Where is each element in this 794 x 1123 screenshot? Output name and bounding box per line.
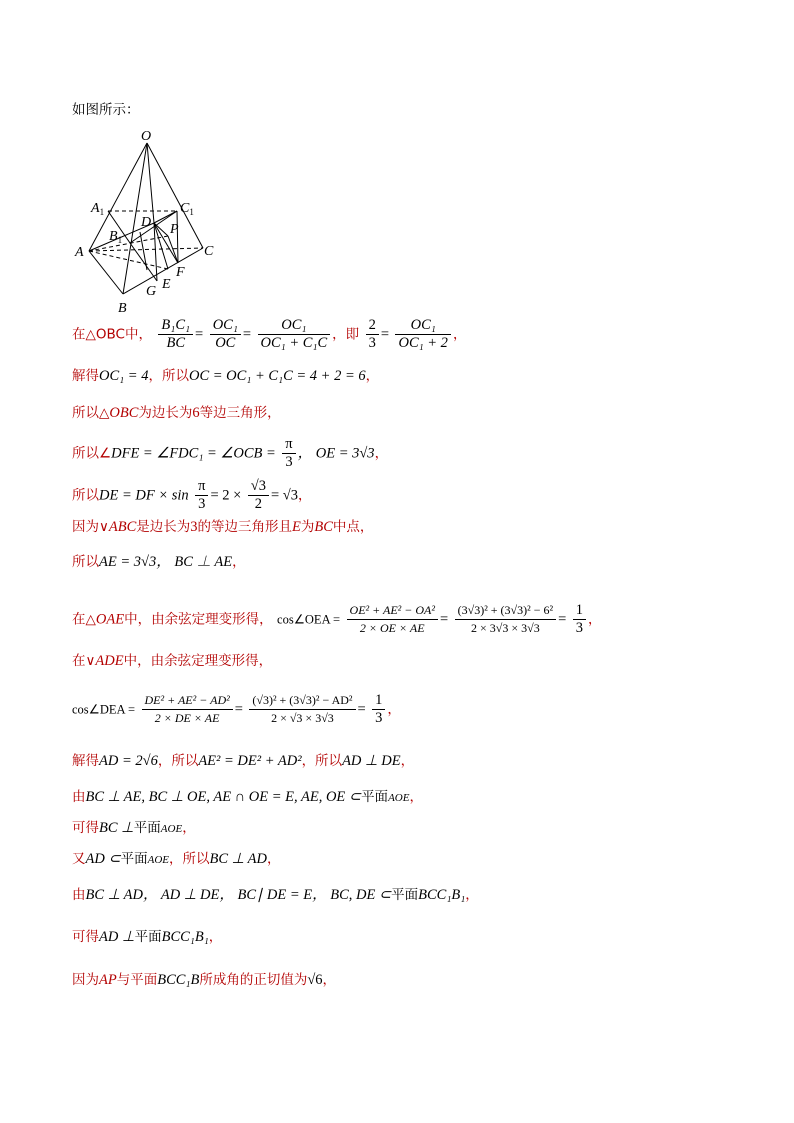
edge-AC [89, 248, 203, 251]
fraction: $\frac{\text{(√3)² + (3√3)² − AD²}}{2 \times √3 \times 3√3}$ [249, 692, 355, 727]
label-C: C [204, 244, 214, 259]
geometry-figure [70, 120, 240, 320]
label-A: A [75, 245, 84, 260]
fraction: $\frac{2}{3}$ [366, 317, 379, 352]
label-A1: $A_1$ [91, 201, 105, 217]
line-2: 解得OC₁ = 4，所以OC = OC₁ + C₁C = 4 + 2 = 6， [72, 368, 380, 384]
line-6: 因为∨ABC是边长为3的等边三角形且E为BC中点， [72, 519, 374, 535]
line-14: 又AD ⊂平面AOE，所以BC ⊥ AD， [72, 851, 281, 867]
line-17: 因为AP与平面BCC₁B所成角的正切值为√6， [72, 972, 337, 988]
fraction: $\frac{\text{OC₁}}{\text{OC₁ + 2}}$ [395, 317, 450, 352]
intro-text: 如图所示： [72, 102, 140, 118]
fraction: $\frac{1}{3}$ [573, 602, 586, 637]
line-3: 所以△OBC为边长为6等边三角形， [72, 405, 281, 421]
line-16: 可得AD ⊥平面BCC₁B₁， [72, 929, 223, 945]
fraction: $\frac{\pi}{3}$ [282, 436, 295, 471]
line-4: 所以∠DFE = ∠FDC₁ = ∠OCB = $\frac{\pi}{3}$ ， OE = 3√3， [72, 436, 389, 470]
fraction: $\frac{\pi}{3}$ [195, 478, 208, 513]
line-7: 所以AE = 3√3， BC ⊥ AE， [72, 554, 246, 570]
fraction: $\frac{\text{OE² + AE² − OA²}}{2 \times OE \times AE}$ [347, 602, 438, 637]
label-B: B [118, 301, 127, 316]
line-8: 在△OAE中，由余弦定理变形得， cos∠OEA = $\frac{\text{OE² + AE² − OA²}}{2 \times OE \times AE}$ = $\frac{\text{(3√3)² + (3√3)² − 6²}}{2 \times 3√3 \times 3√3}$ = $\frac{1}{3}$ ， [72, 602, 602, 636]
line-10: cos∠DEA = $\frac{\text{DE² + AE² − AD²}}{2 \times DE \times AE}$ = $\frac{\text{(√3)² + (3√3)² − AD²}}{2 \times √3 \times 3√3}$ = $\frac{1}{3}$ ， [72, 692, 401, 726]
line-13: 可得BC ⊥平面AOE， [72, 820, 196, 836]
fraction: $\frac{\text{OC₁}}{OC}$ [210, 317, 241, 352]
label-G: G [146, 284, 157, 299]
label-O: O [141, 129, 152, 144]
edge-AP [89, 236, 168, 251]
line-1: 在△OBC中， $\frac{\text{B₁C₁}}{BC}$ = $\frac{\text{OC₁}}{OC}$ = $\frac{\text{OC₁}}{\text{OC₁ + C₁C}}$ ，即 $\frac{2}{3}$ = $\frac{\text{OC₁}}{\text{OC₁ + 2}}$ ， [72, 317, 467, 351]
fraction: $\frac{\text{B₁C₁}}{BC}$ [158, 317, 193, 352]
fraction: $\frac{\text{DE² + AE² − AD²}}{2 \times DE \times AE}$ [142, 692, 233, 727]
line-12: 由BC ⊥ AE, BC ⊥ OE, AE ∩ OE = E, AE, OE ⊂平面AOE， [72, 789, 423, 805]
line-9: 在∨ADE中，由余弦定理变形得， [72, 653, 273, 669]
edge-C1F [177, 211, 178, 263]
label-F: F [176, 265, 185, 280]
label-D: D [141, 215, 152, 230]
fraction: $\frac{1}{3}$ [372, 692, 385, 727]
fraction: $\frac{√3}{2}$ [248, 478, 269, 513]
line-11: 解得AD = 2√6，所以AE² = DE² + AD²，所以AD ⊥ DE， [72, 753, 415, 769]
edge-inner [140, 232, 147, 270]
fraction: $\frac{\text{OC₁}}{\text{OC₁ + C₁C}}$ [258, 317, 331, 352]
line-15: 由BC ⊥ AD， AD ⊥ DE， BC∣ DE = E， BC, DE ⊂平面BCC₁B₁， [72, 887, 479, 903]
label-P: P [170, 222, 179, 237]
label-E: E [162, 277, 171, 292]
label-B1: $B_1$ [109, 229, 123, 245]
line-5: 所以DE = DF × sin $\frac{\pi}{3}$ = 2 × $\frac{√3}{2}$ = √3， [72, 478, 312, 512]
label-C1: $C_1$ [180, 201, 194, 217]
fraction: $\frac{\text{(3√3)² + (3√3)² − 6²}}{2 \times 3√3 \times 3√3}$ [455, 602, 556, 637]
